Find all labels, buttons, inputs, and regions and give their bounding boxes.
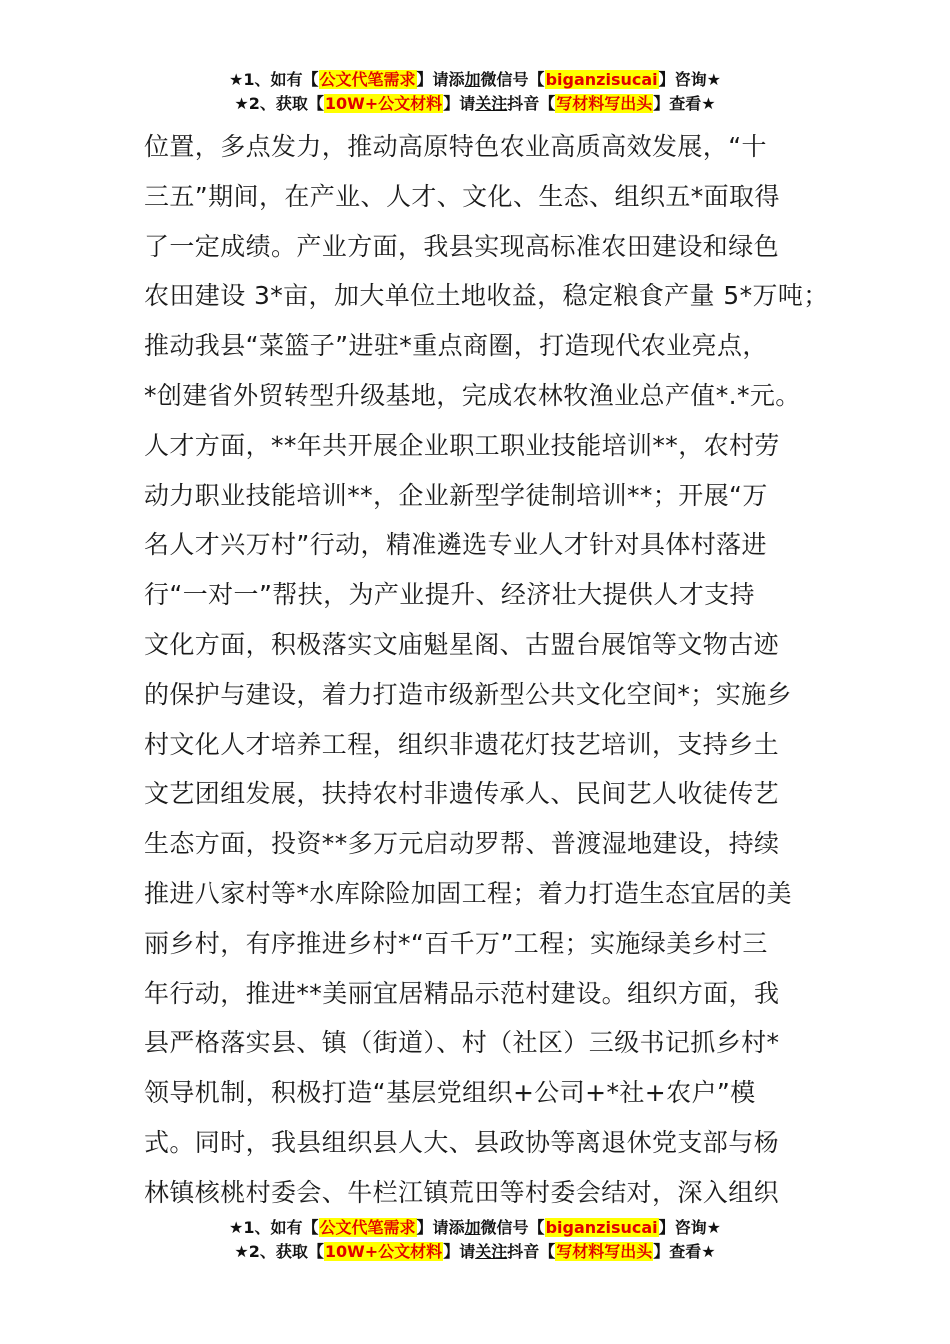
promo-text: 微信号【 bbox=[480, 1218, 545, 1237]
body-line: 丽乡村，有序推进乡村*“百千万”工程；实施绿美乡村三 bbox=[144, 928, 768, 958]
promo-text: 】请添 bbox=[416, 70, 465, 89]
body-line: 人才方面，**年共开展企业职工职业技能培训**，农村劳 bbox=[144, 430, 780, 460]
promo-text: 】请 bbox=[443, 94, 476, 113]
douyin-account-highlight: 写材料写出头 bbox=[556, 94, 653, 113]
body-line: 林镇核桃村委会、牛栏江镇荒田等村委会结对，深入组织 bbox=[144, 1177, 780, 1207]
promo-text: ★1、如有【 bbox=[229, 70, 319, 89]
footer-promo-banner bbox=[0, 1216, 950, 1264]
wechat-id-highlight: biganzisucai bbox=[545, 1218, 658, 1237]
douyin-account-highlight: 写材料写出头 bbox=[556, 1242, 653, 1261]
body-line: 的保护与建设，着力打造市级新型公共文化空间*；实施乡 bbox=[144, 679, 792, 709]
promo-text: 】请 bbox=[443, 1242, 476, 1261]
promo-text: ★1、如有【 bbox=[229, 1218, 319, 1237]
promo-text: 】查看★ bbox=[653, 94, 716, 113]
body-line: 生态方面，投资**多万元启动罗帮、普渡湿地建设，持续 bbox=[144, 829, 780, 859]
promo-text: 】咨询★ bbox=[658, 70, 721, 89]
promo-text: ★2、获取【 bbox=[234, 1242, 324, 1261]
promo-text: ★2、获取【 bbox=[234, 94, 324, 113]
body-line: 县严格落实县、镇（街道）、村（社区）三级书记抓乡村* bbox=[144, 1028, 780, 1058]
body-line: 了一定成绩。产业方面，我县实现高标准农田建设和绿色 bbox=[144, 231, 780, 261]
promo-line-2 bbox=[0, 92, 950, 116]
promo-text: 抖音【 bbox=[507, 94, 556, 113]
body-line: 位置，多点发力，推动高原特色农业高质高效发展，“十 bbox=[144, 132, 767, 161]
promo-highlight: 公文代笔需求 bbox=[319, 70, 416, 89]
body-line: 名人才兴万村”行动，精准遴选专业人才针对具体村落进 bbox=[144, 530, 767, 560]
body-line: 文艺团组发展，扶持农村非遗传承人、民间艺人收徒传艺 bbox=[144, 779, 780, 809]
wechat-id-highlight: biganzisucai bbox=[545, 70, 658, 89]
body-line: 推进八家村等*水库除险加固工程；着力打造生态宜居的美 bbox=[144, 878, 792, 908]
promo-underlined-text: 关注 bbox=[475, 94, 508, 113]
body-line: 农田建设 3*亩，加大单位土地收益，稳定粮食产量 5*万吨； bbox=[144, 281, 829, 311]
promo-text: 】请添 bbox=[416, 1218, 465, 1237]
promo-highlight: 10W+公文材料 bbox=[324, 1242, 443, 1261]
body-line: 动力职业技能培训**，企业新型学徒制培训**；开展“万 bbox=[144, 480, 768, 510]
body-line: 文化方面，积极落实文庙魁星阁、古盟台展馆等文物古迹 bbox=[144, 629, 780, 659]
promo-line-1 bbox=[0, 68, 950, 92]
promo-highlight: 公文代笔需求 bbox=[319, 1218, 416, 1237]
promo-line-1 bbox=[0, 1216, 950, 1240]
body-line: 式。同时，我县组织县人大、县政协等离退休党支部与杨 bbox=[144, 1127, 780, 1157]
promo-text: 】查看★ bbox=[653, 1242, 716, 1261]
body-line: 领导机制，积极打造“基层党组织+公司+*社+农户”模 bbox=[144, 1078, 756, 1108]
body-line: 行“一对一”帮扶，为产业提升、经济壮大提供人才支持 bbox=[144, 580, 755, 610]
body-line: 推动我县“菜篮子”进驻*重点商圈，打造现代农业亮点， bbox=[144, 331, 768, 361]
document-body bbox=[144, 122, 844, 1218]
promo-text: 抖音【 bbox=[507, 1242, 556, 1261]
promo-underlined-text: 关注 bbox=[475, 1242, 508, 1261]
promo-line-2 bbox=[0, 1240, 950, 1264]
promo-highlight: 10W+公文材料 bbox=[324, 94, 443, 113]
promo-underlined-text: 加 bbox=[464, 70, 481, 89]
header-promo-banner bbox=[0, 68, 950, 116]
body-line: 年行动，推进**美丽宜居精品示范村建设。组织方面，我 bbox=[144, 978, 780, 1008]
promo-text: 微信号【 bbox=[480, 70, 545, 89]
promo-underlined-text: 加 bbox=[464, 1218, 481, 1237]
body-line: *创建省外贸转型升级基地，完成农林牧渔业总产值*.*元。 bbox=[144, 380, 801, 410]
body-line: 村文化人才培养工程，组织非遗花灯技艺培训，支持乡土 bbox=[144, 729, 780, 759]
body-line: 三五”期间，在产业、人才、文化、生态、组织五*面取得 bbox=[144, 181, 780, 211]
promo-text: 】咨询★ bbox=[658, 1218, 721, 1237]
